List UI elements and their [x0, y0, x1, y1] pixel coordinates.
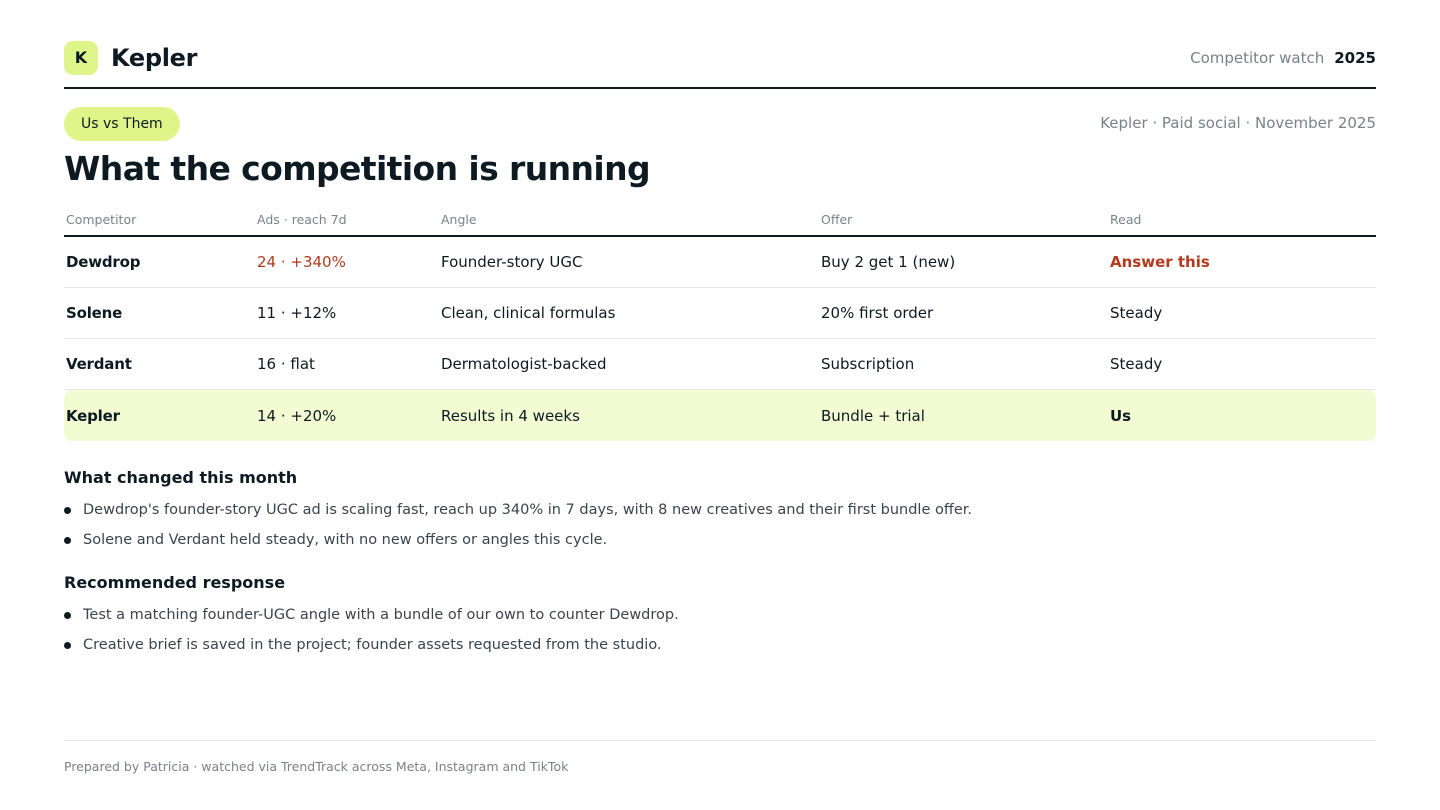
- read-status: Answer this: [1110, 253, 1210, 271]
- table-row: [64, 339, 1376, 390]
- header-divider: [64, 87, 1376, 89]
- logo-icon: K: [64, 41, 98, 75]
- column-header-angle: Angle: [441, 211, 477, 227]
- footer-note: Prepared by Patricia · watched via TrendTrack across Meta, Instagram and TikTok: [64, 759, 569, 774]
- footer-divider: [64, 740, 1376, 741]
- table-row: [64, 288, 1376, 339]
- competitor-table: [64, 203, 1376, 441]
- changed-list: [64, 495, 972, 555]
- table-header: [64, 203, 1376, 237]
- column-header-competitor: Competitor: [66, 211, 137, 227]
- table-row: [64, 237, 1376, 288]
- offer: Subscription: [821, 355, 915, 373]
- offer: 20% first order: [821, 304, 934, 322]
- competitor-name: Verdant: [66, 355, 132, 373]
- response-list: [64, 600, 679, 660]
- header-meta: [1190, 49, 1376, 67]
- angle: Clean, clinical formulas: [441, 304, 616, 322]
- brand: [64, 41, 197, 75]
- ads-reach: 14 · +20%: [257, 406, 337, 425]
- response-heading: Recommended response: [64, 573, 286, 592]
- read-status: Us: [1110, 406, 1132, 425]
- offer: Bundle + trial: [821, 406, 925, 425]
- section-badge: Us vs Them: [64, 107, 180, 141]
- table-row-highlighted: [64, 390, 1376, 441]
- ads-reach: 24 · +340%: [257, 253, 346, 271]
- list-item: Solene and Verdant held steady, with no new offers or angles this cycle.: [64, 525, 972, 555]
- report-label: Competitor watch: [1190, 48, 1325, 67]
- report-meta: Kepler · Paid social · November 2025: [1100, 114, 1376, 132]
- slide: [64, 0, 1376, 810]
- competitor-name: Dewdrop: [66, 253, 141, 271]
- page-title: What the competition is running: [64, 149, 651, 188]
- offer: Buy 2 get 1 (new): [821, 253, 956, 271]
- ads-reach: 16 · flat: [257, 355, 315, 373]
- competitor-name: Solene: [66, 304, 123, 322]
- brand-name: Kepler: [111, 43, 198, 72]
- report-year: 2025: [1334, 48, 1376, 67]
- column-header-offer: Offer: [821, 211, 853, 227]
- read-status: Steady: [1110, 355, 1163, 373]
- column-header-read: Read: [1110, 211, 1142, 227]
- header: [64, 40, 1376, 75]
- angle: Founder-story UGC: [441, 253, 583, 271]
- list-item: Dewdrop's founder-story UGC ad is scaling fast, reach up 340% in 7 days, with 8 new creatives and their first bundle offer.: [64, 495, 972, 525]
- changed-heading: What changed this month: [64, 468, 298, 487]
- list-item: Test a matching founder-UGC angle with a bundle of our own to counter Dewdrop.: [64, 600, 679, 630]
- ads-reach: 11 · +12%: [257, 304, 337, 322]
- read-status: Steady: [1110, 304, 1163, 322]
- angle: Results in 4 weeks: [441, 406, 580, 425]
- competitor-name: Kepler: [66, 406, 120, 425]
- angle: Dermatologist-backed: [441, 355, 607, 373]
- list-item: Creative brief is saved in the project; founder assets requested from the studio.: [64, 630, 679, 660]
- column-header-ads: Ads · reach 7d: [257, 211, 347, 227]
